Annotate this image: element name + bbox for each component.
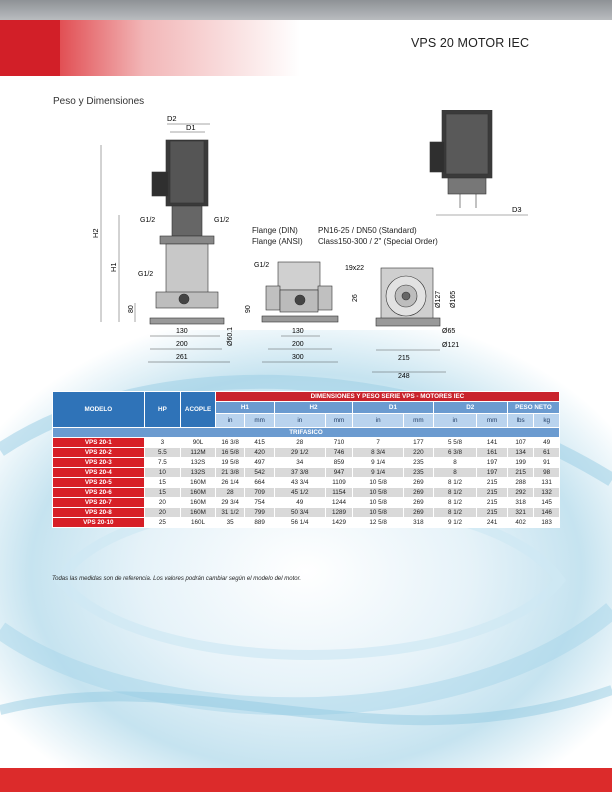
- value-cell: 141: [477, 438, 508, 448]
- label-g12-left: G1/2: [140, 217, 156, 224]
- value-cell: 318: [404, 518, 434, 528]
- value-cell: 160M: [181, 498, 216, 508]
- value-cell: 49: [274, 498, 325, 508]
- col-d1: D1: [353, 402, 433, 414]
- value-cell: 28: [274, 438, 325, 448]
- section-subtitle: Peso y Dimensiones: [53, 96, 145, 107]
- value-cell: 28: [215, 488, 245, 498]
- col-modelo: MODELO: [53, 392, 145, 428]
- unit-mm: mm: [477, 414, 508, 428]
- value-cell: 754: [245, 498, 275, 508]
- value-cell: 1244: [325, 498, 352, 508]
- label-dim-26: 26: [352, 294, 359, 302]
- value-cell: 56 1/4: [274, 518, 325, 528]
- value-cell: 215: [477, 488, 508, 498]
- value-cell: 199: [507, 458, 533, 468]
- value-cell: 160L: [181, 518, 216, 528]
- flange-din-label: Flange (DIN): [252, 226, 298, 235]
- value-cell: 1289: [325, 508, 352, 518]
- label-g12-mid: G1/2: [138, 271, 154, 278]
- value-cell: 664: [245, 478, 275, 488]
- value-cell: 947: [325, 468, 352, 478]
- value-cell: 415: [245, 438, 275, 448]
- value-cell: 402: [507, 518, 533, 528]
- footnote: Todas las medidas son de referencia. Los valores podrán cambiar según el modelo del motor.: [52, 576, 302, 582]
- model-cell: VPS 20-6: [53, 488, 145, 498]
- table-row: [53, 518, 560, 528]
- unit-in: in: [274, 414, 325, 428]
- value-cell: 235: [404, 458, 434, 468]
- label-dim-dia165: Ø165: [450, 290, 457, 308]
- value-cell: 50 3/4: [274, 508, 325, 518]
- value-cell: 43 3/4: [274, 478, 325, 488]
- label-dim-90: 90: [245, 305, 252, 313]
- unit-mm: mm: [404, 414, 434, 428]
- value-cell: 112M: [181, 448, 216, 458]
- value-cell: 321: [507, 508, 533, 518]
- value-cell: 98: [534, 468, 560, 478]
- table-row: [53, 448, 560, 458]
- value-cell: 9 1/2: [433, 518, 477, 528]
- label-d1: D1: [186, 123, 196, 132]
- col-acople: ACOPLE: [181, 392, 216, 428]
- value-cell: 269: [404, 488, 434, 498]
- value-cell: 12 5/8: [353, 518, 404, 528]
- value-cell: 160M: [181, 488, 216, 498]
- value-cell: 8 1/2: [433, 498, 477, 508]
- value-cell: 21 3/8: [215, 468, 245, 478]
- label-g12-right: G1/2: [214, 217, 230, 224]
- flange-ansi-row: [252, 236, 438, 247]
- model-cell: VPS 20-7: [53, 498, 145, 508]
- label-dim-200b: 200: [292, 341, 304, 348]
- value-cell: 6 3/8: [433, 448, 477, 458]
- table-row: [53, 488, 560, 498]
- label-dim-261: 261: [176, 354, 188, 361]
- value-cell: 197: [477, 458, 508, 468]
- value-cell: 19 5/8: [215, 458, 245, 468]
- value-cell: 220: [404, 448, 434, 458]
- value-cell: 16 5/8: [215, 448, 245, 458]
- top-bar: [0, 0, 612, 20]
- unit-lbs: lbs: [507, 414, 533, 428]
- value-cell: 10 5/8: [353, 478, 404, 488]
- value-cell: 34: [274, 458, 325, 468]
- value-cell: 160M: [181, 508, 216, 518]
- value-cell: 8 1/2: [433, 478, 477, 488]
- value-cell: 161: [477, 448, 508, 458]
- value-cell: 16 3/8: [215, 438, 245, 448]
- footer-bar: [0, 768, 612, 792]
- flange-ansi-label: Flange (ANSI): [252, 237, 303, 246]
- col-hp: HP: [144, 392, 181, 428]
- value-cell: 8: [433, 458, 477, 468]
- value-cell: 132S: [181, 468, 216, 478]
- unit-in: in: [215, 414, 245, 428]
- value-cell: 9 1/4: [353, 468, 404, 478]
- pump-front-view: [150, 140, 224, 324]
- label-dim-dia127: Ø127: [435, 290, 442, 308]
- table-body: [53, 438, 560, 528]
- value-cell: 8 1/2: [433, 508, 477, 518]
- value-cell: 183: [534, 518, 560, 528]
- table-row: [53, 498, 560, 508]
- value-cell: 318: [507, 498, 533, 508]
- pump-dimension-drawing: [0, 110, 612, 385]
- unit-in: in: [433, 414, 477, 428]
- model-cell: VPS 20-3: [53, 458, 145, 468]
- value-cell: 7.5: [144, 458, 181, 468]
- value-cell: 420: [245, 448, 275, 458]
- value-cell: 20: [144, 498, 181, 508]
- model-cell: VPS 20-1: [53, 438, 145, 448]
- table-row: [53, 468, 560, 478]
- value-cell: 1154: [325, 488, 352, 498]
- value-cell: 131: [534, 478, 560, 488]
- value-cell: 35: [215, 518, 245, 528]
- model-cell: VPS 20-2: [53, 448, 145, 458]
- label-h1: H1: [109, 262, 118, 272]
- label-dim-dia60: Ø60.1: [227, 326, 234, 346]
- value-cell: 215: [477, 508, 508, 518]
- value-cell: 29 1/2: [274, 448, 325, 458]
- motor-side-view: [430, 110, 528, 215]
- label-dim-130b: 130: [292, 328, 304, 335]
- value-cell: 61: [534, 448, 560, 458]
- value-cell: 215: [477, 478, 508, 488]
- value-cell: 10: [144, 468, 181, 478]
- value-cell: 5.5: [144, 448, 181, 458]
- table-row: [53, 508, 560, 518]
- value-cell: 197: [477, 468, 508, 478]
- value-cell: 269: [404, 478, 434, 488]
- value-cell: 709: [245, 488, 275, 498]
- value-cell: 9 1/4: [353, 458, 404, 468]
- value-cell: 26 1/4: [215, 478, 245, 488]
- value-cell: 288: [507, 478, 533, 488]
- value-cell: 15: [144, 488, 181, 498]
- value-cell: 90L: [181, 438, 216, 448]
- value-cell: 49: [534, 438, 560, 448]
- value-cell: 132: [534, 488, 560, 498]
- value-cell: 134: [507, 448, 533, 458]
- label-d3: D3: [512, 205, 522, 214]
- flange-info: [252, 225, 438, 247]
- value-cell: 3: [144, 438, 181, 448]
- flange-din-row: [252, 225, 438, 236]
- value-cell: 7: [353, 438, 404, 448]
- value-cell: 91: [534, 458, 560, 468]
- label-dim-215: 215: [398, 355, 410, 362]
- model-cell: VPS 20-10: [53, 518, 145, 528]
- value-cell: 215: [507, 468, 533, 478]
- value-cell: 20: [144, 508, 181, 518]
- value-cell: 746: [325, 448, 352, 458]
- table-group-header: DIMENSIONES Y PESO SERIE VPS - MOTORES IEC: [215, 392, 559, 402]
- value-cell: 497: [245, 458, 275, 468]
- value-cell: 5 5/8: [433, 438, 477, 448]
- unit-in: in: [353, 414, 404, 428]
- model-cell: VPS 20-4: [53, 468, 145, 478]
- value-cell: 542: [245, 468, 275, 478]
- value-cell: 10 5/8: [353, 508, 404, 518]
- flange-din-value: PN16-25 / DN50 (Standard): [318, 226, 417, 235]
- value-cell: 1429: [325, 518, 352, 528]
- value-cell: 132S: [181, 458, 216, 468]
- label-h2: H2: [91, 228, 100, 238]
- value-cell: 269: [404, 498, 434, 508]
- label-dim-dia65: Ø65: [442, 328, 456, 335]
- value-cell: 145: [534, 498, 560, 508]
- value-cell: 8 1/2: [433, 488, 477, 498]
- label-g12-side: G1/2: [254, 262, 270, 269]
- label-dim-248: 248: [398, 373, 410, 380]
- value-cell: 25: [144, 518, 181, 528]
- unit-kg: kg: [534, 414, 560, 428]
- value-cell: 799: [245, 508, 275, 518]
- section-trifasico: TRIFASICO: [53, 428, 560, 438]
- value-cell: 859: [325, 458, 352, 468]
- label-dim-80: 80: [128, 305, 135, 313]
- value-cell: 8 3/4: [353, 448, 404, 458]
- col-peso: PESO NETO: [507, 402, 559, 414]
- value-cell: 31 1/2: [215, 508, 245, 518]
- unit-mm: mm: [245, 414, 275, 428]
- model-cell: VPS 20-8: [53, 508, 145, 518]
- value-cell: 146: [534, 508, 560, 518]
- col-h2: H2: [274, 402, 352, 414]
- value-cell: 889: [245, 518, 275, 528]
- label-dim-130: 130: [176, 328, 188, 335]
- page-title: VPS 20 MOTOR IEC: [411, 36, 530, 50]
- col-d2: D2: [433, 402, 507, 414]
- table-row: [53, 458, 560, 468]
- table-row: [53, 478, 560, 488]
- value-cell: 1109: [325, 478, 352, 488]
- value-cell: 10 5/8: [353, 498, 404, 508]
- value-cell: 292: [507, 488, 533, 498]
- value-cell: 45 1/2: [274, 488, 325, 498]
- label-dim-dia121: Ø121: [442, 342, 460, 349]
- label-dim-300: 300: [292, 354, 304, 361]
- table-row: [53, 438, 560, 448]
- dimensions-weight-table: [52, 391, 560, 528]
- value-cell: 37 3/8: [274, 468, 325, 478]
- flange-ansi-value: Class150-300 / 2" (Special Order): [318, 237, 438, 246]
- value-cell: 160M: [181, 478, 216, 488]
- value-cell: 710: [325, 438, 352, 448]
- model-cell: VPS 20-5: [53, 478, 145, 488]
- value-cell: 107: [507, 438, 533, 448]
- value-cell: 29 3/4: [215, 498, 245, 508]
- value-cell: 241: [477, 518, 508, 528]
- header-red-band-solid: [0, 20, 60, 76]
- unit-mm: mm: [325, 414, 352, 428]
- value-cell: 177: [404, 438, 434, 448]
- label-d2: D2: [167, 114, 177, 123]
- value-cell: 15: [144, 478, 181, 488]
- value-cell: 269: [404, 508, 434, 518]
- value-cell: 10 5/8: [353, 488, 404, 498]
- value-cell: 235: [404, 468, 434, 478]
- label-dim-19x22: 19x22: [345, 265, 365, 272]
- label-dim-200: 200: [176, 341, 188, 348]
- value-cell: 215: [477, 498, 508, 508]
- value-cell: 8: [433, 468, 477, 478]
- col-h1: H1: [215, 402, 274, 414]
